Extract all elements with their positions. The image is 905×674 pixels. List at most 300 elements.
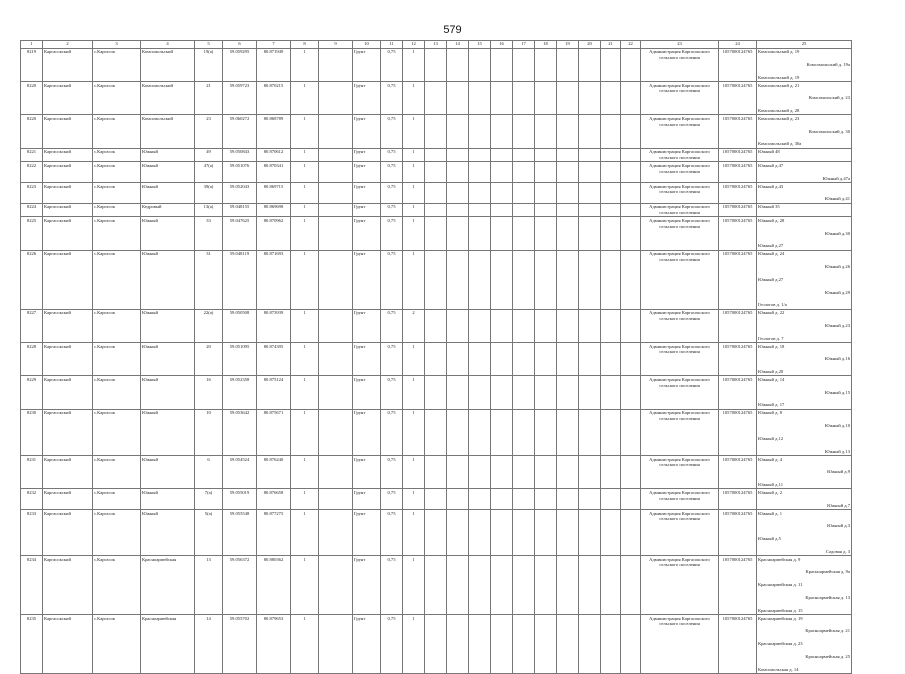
empty-cell xyxy=(579,489,601,510)
area-cell: 0,75 xyxy=(381,217,403,250)
empty-cell xyxy=(491,115,513,148)
street-cell: Южный xyxy=(141,217,195,250)
empty-cell xyxy=(469,509,491,555)
column-header: 20 xyxy=(579,41,601,49)
surface-cell: Грунт xyxy=(353,183,381,204)
count-cell: 1 xyxy=(403,81,425,114)
empty-cell xyxy=(425,115,447,148)
addresses-cell xyxy=(757,250,852,309)
page-number: 579 xyxy=(443,24,462,36)
village-cell: с.Каргасок xyxy=(93,409,141,455)
latitude-cell: 59.059723 xyxy=(223,81,257,114)
row-id-cell: 8219 xyxy=(21,48,43,81)
street-cell: Комсомольский xyxy=(141,115,195,148)
ogrn-cell: 1057000124765 xyxy=(719,250,757,309)
empty-cell xyxy=(491,556,513,615)
empty-cell xyxy=(557,217,579,250)
row-id-cell: 8222 xyxy=(21,162,43,183)
area-cell: 0,75 xyxy=(381,343,403,376)
empty-cell xyxy=(535,48,557,81)
empty-cell xyxy=(579,556,601,615)
table-row xyxy=(21,183,852,204)
empty-cell xyxy=(425,556,447,615)
address-line: Южный 35 xyxy=(758,204,780,210)
owner-cell: Администрация Каргасокского сельского поселения xyxy=(641,343,719,376)
row-id-cell: 8231 xyxy=(21,455,43,488)
latitude-cell: 59.053642 xyxy=(223,409,257,455)
empty-cell xyxy=(491,343,513,376)
district-cell: Каргасокский xyxy=(43,81,93,114)
column-8-cell: 1 xyxy=(291,614,319,673)
latitude-cell: 59.055019 xyxy=(223,489,257,510)
surface-cell: Грунт xyxy=(353,81,381,114)
street-cell: Южный xyxy=(141,183,195,204)
empty-cell xyxy=(621,81,641,114)
table-body xyxy=(21,48,852,673)
empty-cell xyxy=(319,81,353,114)
address-line: Южный д. 28 xyxy=(758,217,785,223)
house-cell: 10 xyxy=(195,409,223,455)
empty-cell xyxy=(535,343,557,376)
empty-cell xyxy=(491,48,513,81)
empty-cell xyxy=(513,183,535,204)
empty-cell xyxy=(601,489,621,510)
latitude-cell: 59.060272 xyxy=(223,115,257,148)
empty-cell xyxy=(425,343,447,376)
empty-cell xyxy=(425,250,447,309)
empty-cell xyxy=(425,81,447,114)
empty-cell xyxy=(535,376,557,409)
address-line: Комсомольский д. 19 xyxy=(758,49,800,55)
column-8-cell: 1 xyxy=(291,509,319,555)
empty-cell xyxy=(513,614,535,673)
district-cell: Каргасокский xyxy=(43,250,93,309)
count-cell: 1 xyxy=(403,183,425,204)
empty-cell xyxy=(491,81,513,114)
column-header: 9 xyxy=(319,41,353,49)
empty-cell xyxy=(557,48,579,81)
longitude-cell: 80.873939 xyxy=(257,309,291,342)
latitude-cell: 59.051076 xyxy=(223,162,257,183)
column-header: 2 xyxy=(43,41,93,49)
column-header: 7 xyxy=(257,41,291,49)
column-header: 23 xyxy=(641,41,719,49)
empty-cell xyxy=(535,162,557,183)
empty-cell xyxy=(601,455,621,488)
column-header: 10 xyxy=(353,41,381,49)
latitude-cell: 59.052043 xyxy=(223,183,257,204)
column-header: 11 xyxy=(381,41,403,49)
house-cell: 20 xyxy=(195,343,223,376)
column-8-cell: 1 xyxy=(291,81,319,114)
column-header: 12 xyxy=(403,41,425,49)
empty-cell xyxy=(621,309,641,342)
longitude-cell: 80.869715 xyxy=(257,183,291,204)
surface-cell: Грунт xyxy=(353,48,381,81)
empty-cell xyxy=(491,509,513,555)
empty-cell xyxy=(447,309,469,342)
address-line: Южный д.10 xyxy=(824,423,850,429)
empty-cell xyxy=(601,162,621,183)
empty-cell xyxy=(319,509,353,555)
longitude-cell: 80.879653 xyxy=(257,614,291,673)
street-cell: Южный xyxy=(141,489,195,510)
row-id-cell: 8230 xyxy=(21,409,43,455)
empty-cell xyxy=(579,148,601,162)
empty-cell xyxy=(469,409,491,455)
empty-cell xyxy=(469,250,491,309)
street-cell: Южный xyxy=(141,455,195,488)
column-8-cell: 1 xyxy=(291,376,319,409)
empty-cell xyxy=(513,81,535,114)
house-cell: 39(а) xyxy=(195,183,223,204)
column-header: 21 xyxy=(601,41,621,49)
longitude-cell: 80.871949 xyxy=(257,48,291,81)
surface-cell: Грунт xyxy=(353,162,381,183)
owner-cell: Администрация Каргасокского сельского поселения xyxy=(641,409,719,455)
empty-cell xyxy=(469,48,491,81)
empty-cell xyxy=(447,217,469,250)
empty-cell xyxy=(513,250,535,309)
address-line: Южный 48 xyxy=(758,149,780,155)
table-row xyxy=(21,309,852,342)
row-id-cell: 8223 xyxy=(21,183,43,204)
street-cell: Южный xyxy=(141,309,195,342)
owner-cell: Администрация Каргасокского сельского поселения xyxy=(641,509,719,555)
area-cell: 0,75 xyxy=(381,115,403,148)
addresses-cell xyxy=(757,409,852,455)
owner-cell: Администрация Каргасокского сельского поселения xyxy=(641,614,719,673)
addresses-cell xyxy=(757,309,852,342)
empty-cell xyxy=(535,309,557,342)
latitude-cell: 59.048155 xyxy=(223,203,257,217)
column-header: 8 xyxy=(291,41,319,49)
addresses-cell xyxy=(757,343,852,376)
empty-cell xyxy=(579,455,601,488)
empty-cell xyxy=(447,203,469,217)
empty-cell xyxy=(535,614,557,673)
area-cell: 0,75 xyxy=(381,203,403,217)
owner-cell: Администрация Каргасокского сельского поселения xyxy=(641,217,719,250)
empty-cell xyxy=(319,183,353,204)
empty-cell xyxy=(319,162,353,183)
street-cell: Красноармейская xyxy=(141,556,195,615)
count-cell: 1 xyxy=(403,376,425,409)
surface-cell: Грунт xyxy=(353,115,381,148)
count-cell: 1 xyxy=(403,115,425,148)
area-cell: 0,75 xyxy=(381,183,403,204)
empty-cell xyxy=(491,148,513,162)
empty-cell xyxy=(425,203,447,217)
empty-cell xyxy=(513,409,535,455)
district-cell: Каргасокский xyxy=(43,455,93,488)
empty-cell xyxy=(621,250,641,309)
ogrn-cell: 1057000124765 xyxy=(719,489,757,510)
area-cell: 0,75 xyxy=(381,455,403,488)
row-id-cell: 8235 xyxy=(21,614,43,673)
district-cell: Каргасокский xyxy=(43,183,93,204)
empty-cell xyxy=(601,115,621,148)
empty-cell xyxy=(447,409,469,455)
column-header: 18 xyxy=(535,41,557,49)
empty-cell xyxy=(579,81,601,114)
empty-cell xyxy=(621,162,641,183)
empty-cell xyxy=(579,48,601,81)
count-cell: 1 xyxy=(403,489,425,510)
addresses-cell xyxy=(757,217,852,250)
area-cell: 0,75 xyxy=(381,509,403,555)
empty-cell xyxy=(469,217,491,250)
addresses-cell xyxy=(757,183,852,204)
empty-cell xyxy=(319,489,353,510)
longitude-cell: 80.876658 xyxy=(257,489,291,510)
street-cell: Комсомольский xyxy=(141,81,195,114)
empty-cell xyxy=(319,217,353,250)
empty-cell xyxy=(557,309,579,342)
address-line: Южный д.41 xyxy=(824,196,850,202)
ogrn-cell: 1057000124765 xyxy=(719,183,757,204)
area-cell: 0,75 xyxy=(381,376,403,409)
empty-cell xyxy=(579,115,601,148)
column-8-cell: 1 xyxy=(291,250,319,309)
empty-cell xyxy=(601,309,621,342)
count-cell: 1 xyxy=(403,343,425,376)
empty-cell xyxy=(579,409,601,455)
street-cell: Южный xyxy=(141,343,195,376)
address-line: Южный д.9 xyxy=(827,469,850,475)
empty-cell xyxy=(319,409,353,455)
house-cell: 21 xyxy=(195,81,223,114)
column-header: 5 xyxy=(195,41,223,49)
row-id-cell: 8227 xyxy=(21,309,43,342)
empty-cell xyxy=(491,409,513,455)
district-cell: Каргасокский xyxy=(43,343,93,376)
village-cell: с.Каргасок xyxy=(93,217,141,250)
village-cell: с.Каргасок xyxy=(93,183,141,204)
empty-cell xyxy=(579,614,601,673)
address-line: Южный д.27 xyxy=(758,276,784,282)
village-cell: с.Каргасок xyxy=(93,455,141,488)
count-cell: 1 xyxy=(403,614,425,673)
table-row xyxy=(21,250,852,309)
street-cell: Южный xyxy=(141,509,195,555)
address-line: Комсомольская д. 14 xyxy=(758,666,799,672)
empty-cell xyxy=(447,250,469,309)
addresses-cell xyxy=(757,509,852,555)
column-header: 15 xyxy=(469,41,491,49)
house-cell: 22(а) xyxy=(195,309,223,342)
addresses-cell xyxy=(757,376,852,409)
surface-cell: Грунт xyxy=(353,489,381,510)
village-cell: с.Каргасок xyxy=(93,489,141,510)
empty-cell xyxy=(513,556,535,615)
longitude-cell: 80.876240 xyxy=(257,455,291,488)
empty-cell xyxy=(491,183,513,204)
empty-cell xyxy=(579,376,601,409)
owner-cell: Администрация Каргасокского сельского поселения xyxy=(641,115,719,148)
column-header: 1 xyxy=(21,41,43,49)
addresses-cell xyxy=(757,81,852,114)
area-cell: 0,75 xyxy=(381,556,403,615)
column-8-cell: 1 xyxy=(291,409,319,455)
empty-cell xyxy=(447,183,469,204)
addresses-cell xyxy=(757,148,852,162)
empty-cell xyxy=(557,250,579,309)
empty-cell xyxy=(535,509,557,555)
longitude-cell: 80.870341 xyxy=(257,162,291,183)
address-line: Красноармейская д. 13 xyxy=(805,594,850,600)
empty-cell xyxy=(319,343,353,376)
empty-cell xyxy=(513,48,535,81)
latitude-cell: 59.047625 xyxy=(223,217,257,250)
empty-cell xyxy=(513,376,535,409)
address-line: Красноармейская д. 19 xyxy=(758,615,803,621)
empty-cell xyxy=(557,376,579,409)
empty-cell xyxy=(469,614,491,673)
addresses-cell xyxy=(757,203,852,217)
longitude-cell: 80.877275 xyxy=(257,509,291,555)
count-cell: 1 xyxy=(403,409,425,455)
column-header: 19 xyxy=(557,41,579,49)
count-cell: 1 xyxy=(403,162,425,183)
empty-cell xyxy=(425,376,447,409)
count-cell: 1 xyxy=(403,203,425,217)
addresses-cell xyxy=(757,162,852,183)
ogrn-cell: 1057000124765 xyxy=(719,309,757,342)
empty-cell xyxy=(535,556,557,615)
empty-cell xyxy=(557,343,579,376)
area-cell: 0,75 xyxy=(381,250,403,309)
longitude-cell: 80.870962 xyxy=(257,217,291,250)
empty-cell xyxy=(621,409,641,455)
area-cell: 0,75 xyxy=(381,309,403,342)
empty-cell xyxy=(579,217,601,250)
column-8-cell: 1 xyxy=(291,556,319,615)
address-line: Южный д. 14 xyxy=(758,377,785,383)
owner-cell: Администрация Каргасокского сельского поселения xyxy=(641,162,719,183)
empty-cell xyxy=(425,217,447,250)
address-line: Южный д. 18 xyxy=(758,343,785,349)
address-line: Южный д. 17 xyxy=(758,402,785,408)
empty-cell xyxy=(447,489,469,510)
district-cell: Каргасокский xyxy=(43,376,93,409)
area-cell: 0,75 xyxy=(381,81,403,114)
table-row xyxy=(21,409,852,455)
empty-cell xyxy=(425,148,447,162)
empty-cell xyxy=(319,203,353,217)
addresses-cell xyxy=(757,614,852,673)
table-row xyxy=(21,81,852,114)
ogrn-cell: 1057000124765 xyxy=(719,162,757,183)
empty-cell xyxy=(491,250,513,309)
street-cell: Южный xyxy=(141,409,195,455)
empty-cell xyxy=(601,81,621,114)
column-header: 4 xyxy=(141,41,195,49)
empty-cell xyxy=(557,183,579,204)
empty-cell xyxy=(319,48,353,81)
column-header: 6 xyxy=(223,41,257,49)
village-cell: с.Каргасок xyxy=(93,148,141,162)
longitude-cell: 80.871693 xyxy=(257,250,291,309)
empty-cell xyxy=(557,509,579,555)
district-cell: Каргасокский xyxy=(43,217,93,250)
empty-cell xyxy=(579,183,601,204)
empty-cell xyxy=(425,48,447,81)
address-line: Комсомольский д. 19а xyxy=(806,61,850,67)
address-line: Южный д.12 xyxy=(758,435,784,441)
table-row xyxy=(21,162,852,183)
empty-cell xyxy=(447,115,469,148)
ogrn-cell: 1057000124765 xyxy=(719,409,757,455)
village-cell: с.Каргасок xyxy=(93,614,141,673)
table-row xyxy=(21,48,852,81)
area-cell: 0,75 xyxy=(381,409,403,455)
column-header: 3 xyxy=(93,41,141,49)
table-row xyxy=(21,148,852,162)
address-line: Южный д.23 xyxy=(824,322,850,328)
surface-cell: Грунт xyxy=(353,455,381,488)
column-8-cell: 1 xyxy=(291,455,319,488)
address-line: Южный д.26 xyxy=(824,264,850,270)
surface-cell: Грунт xyxy=(353,614,381,673)
address-line: Южный д.13 xyxy=(824,448,850,454)
table-row xyxy=(21,343,852,376)
address-line: Геологов д. 7 xyxy=(758,335,784,341)
empty-cell xyxy=(535,203,557,217)
village-cell: с.Каргасок xyxy=(93,115,141,148)
table-row xyxy=(21,203,852,217)
address-line: Комсомольский д. 30 xyxy=(808,128,850,134)
column-header: 24 xyxy=(719,41,757,49)
latitude-cell: 59.055702 xyxy=(223,614,257,673)
header-row xyxy=(21,41,852,49)
address-line: Красноармейская д. 11 xyxy=(758,582,803,588)
address-line: Красноармейская д. 23 xyxy=(758,641,803,647)
address-line: Южный д.30 xyxy=(824,230,850,236)
house-cell: 19(а) xyxy=(195,48,223,81)
address-line: Красноармейская д. 9а xyxy=(805,569,850,575)
empty-cell xyxy=(557,148,579,162)
table-row xyxy=(21,614,852,673)
district-cell: Каргасокский xyxy=(43,162,93,183)
owner-cell: Администрация Каргасокского сельского поселения xyxy=(641,376,719,409)
empty-cell xyxy=(447,376,469,409)
table-row xyxy=(21,509,852,555)
latitude-cell: 59.050508 xyxy=(223,309,257,342)
empty-cell xyxy=(319,148,353,162)
street-cell: Кедровый xyxy=(141,203,195,217)
latitude-cell: 59.051095 xyxy=(223,343,257,376)
surface-cell: Грунт xyxy=(353,509,381,555)
empty-cell xyxy=(513,115,535,148)
column-header: 25 xyxy=(757,41,852,49)
empty-cell xyxy=(425,409,447,455)
empty-cell xyxy=(447,509,469,555)
empty-cell xyxy=(621,556,641,615)
ogrn-cell: 1057000124765 xyxy=(719,148,757,162)
house-cell: 14 xyxy=(195,614,223,673)
empty-cell xyxy=(319,455,353,488)
surface-cell: Грунт xyxy=(353,409,381,455)
district-cell: Каргасокский xyxy=(43,309,93,342)
empty-cell xyxy=(491,455,513,488)
empty-cell xyxy=(557,203,579,217)
village-cell: с.Каргасок xyxy=(93,556,141,615)
empty-cell xyxy=(621,203,641,217)
empty-cell xyxy=(535,81,557,114)
address-line: Комсомольский д. 19 xyxy=(758,74,800,80)
ogrn-cell: 1057000124765 xyxy=(719,217,757,250)
